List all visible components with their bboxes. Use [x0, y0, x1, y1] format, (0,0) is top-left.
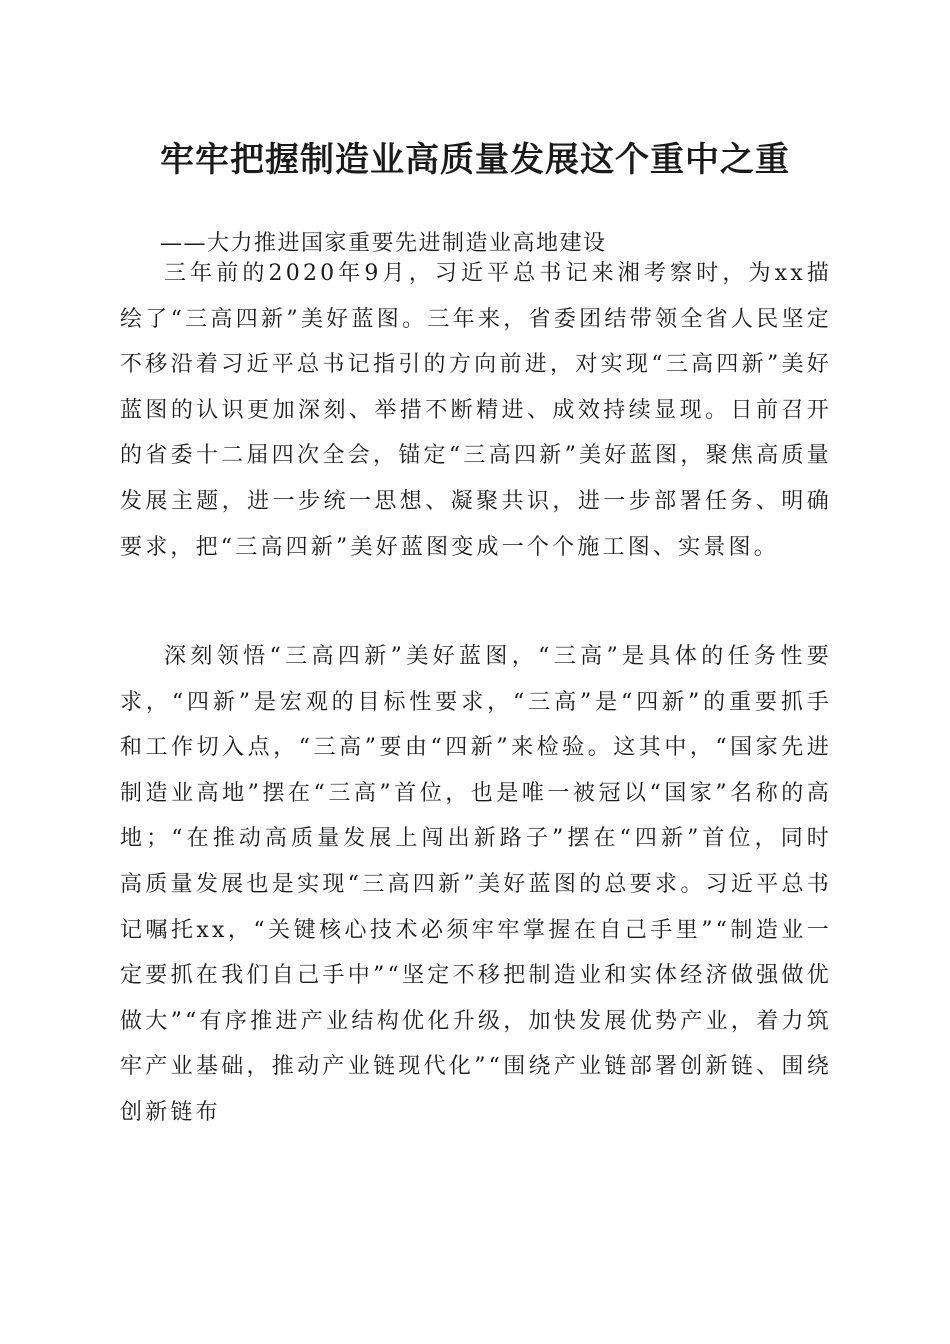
- body-paragraph-2: 深刻领悟“三高四新”美好蓝图，“三高”是具体的任务性要求，“四新”是宏观的目标性要求，“三高”是“四新”的重要抓手和工作切入点，“三高”要由“四新”来检验。这其中，“国家先进制造业高地”摆在“三高”首位，也是唯一被冠以“国家”名称的高地；“在推动高质量发展上闯出新路子”摆在“四新”首位，同时高质量发展也是实现“三高四新”美好蓝图的总要求。习近平总书记嘱托xx，“关键核心技术必须牢牢掌握在自己手里”“制造业一定要抓在我们自己手中”“坚定不移把制造业和实体经济做强做优做大”“有序推进产业结构优化升级，加快发展优势产业，着力筑牢产业基础，推动产业链现代化”“围绕产业链部署创新链、围绕创新链布: [120, 644, 832, 1125]
- document-title: 牢牢把握制造业高质量发展这个重中之重: [160, 140, 790, 180]
- document-subtitle: ——大力推进国家重要先进制造业高地建设: [160, 231, 607, 256]
- body-paragraph-1: 三年前的2020年9月，习近平总书记来湘考察时，为xx描绘了“三高四新”美好蓝图。三年来，省委团结带领全省人民坚定不移沿着习近平总书记指引的方向前进，对实现“三高四新”美好蓝图的认识更加深刻、举措不断精进、成效持续显现。日前召开的省委十二届四次全会，锚定“三高四新”美好蓝图，聚焦高质量发展主题，进一步统一思想、凝聚共识，进一步部署任务、明确要求，把“三高四新”美好蓝图变成一个个施工图、实景图。: [120, 261, 832, 560]
